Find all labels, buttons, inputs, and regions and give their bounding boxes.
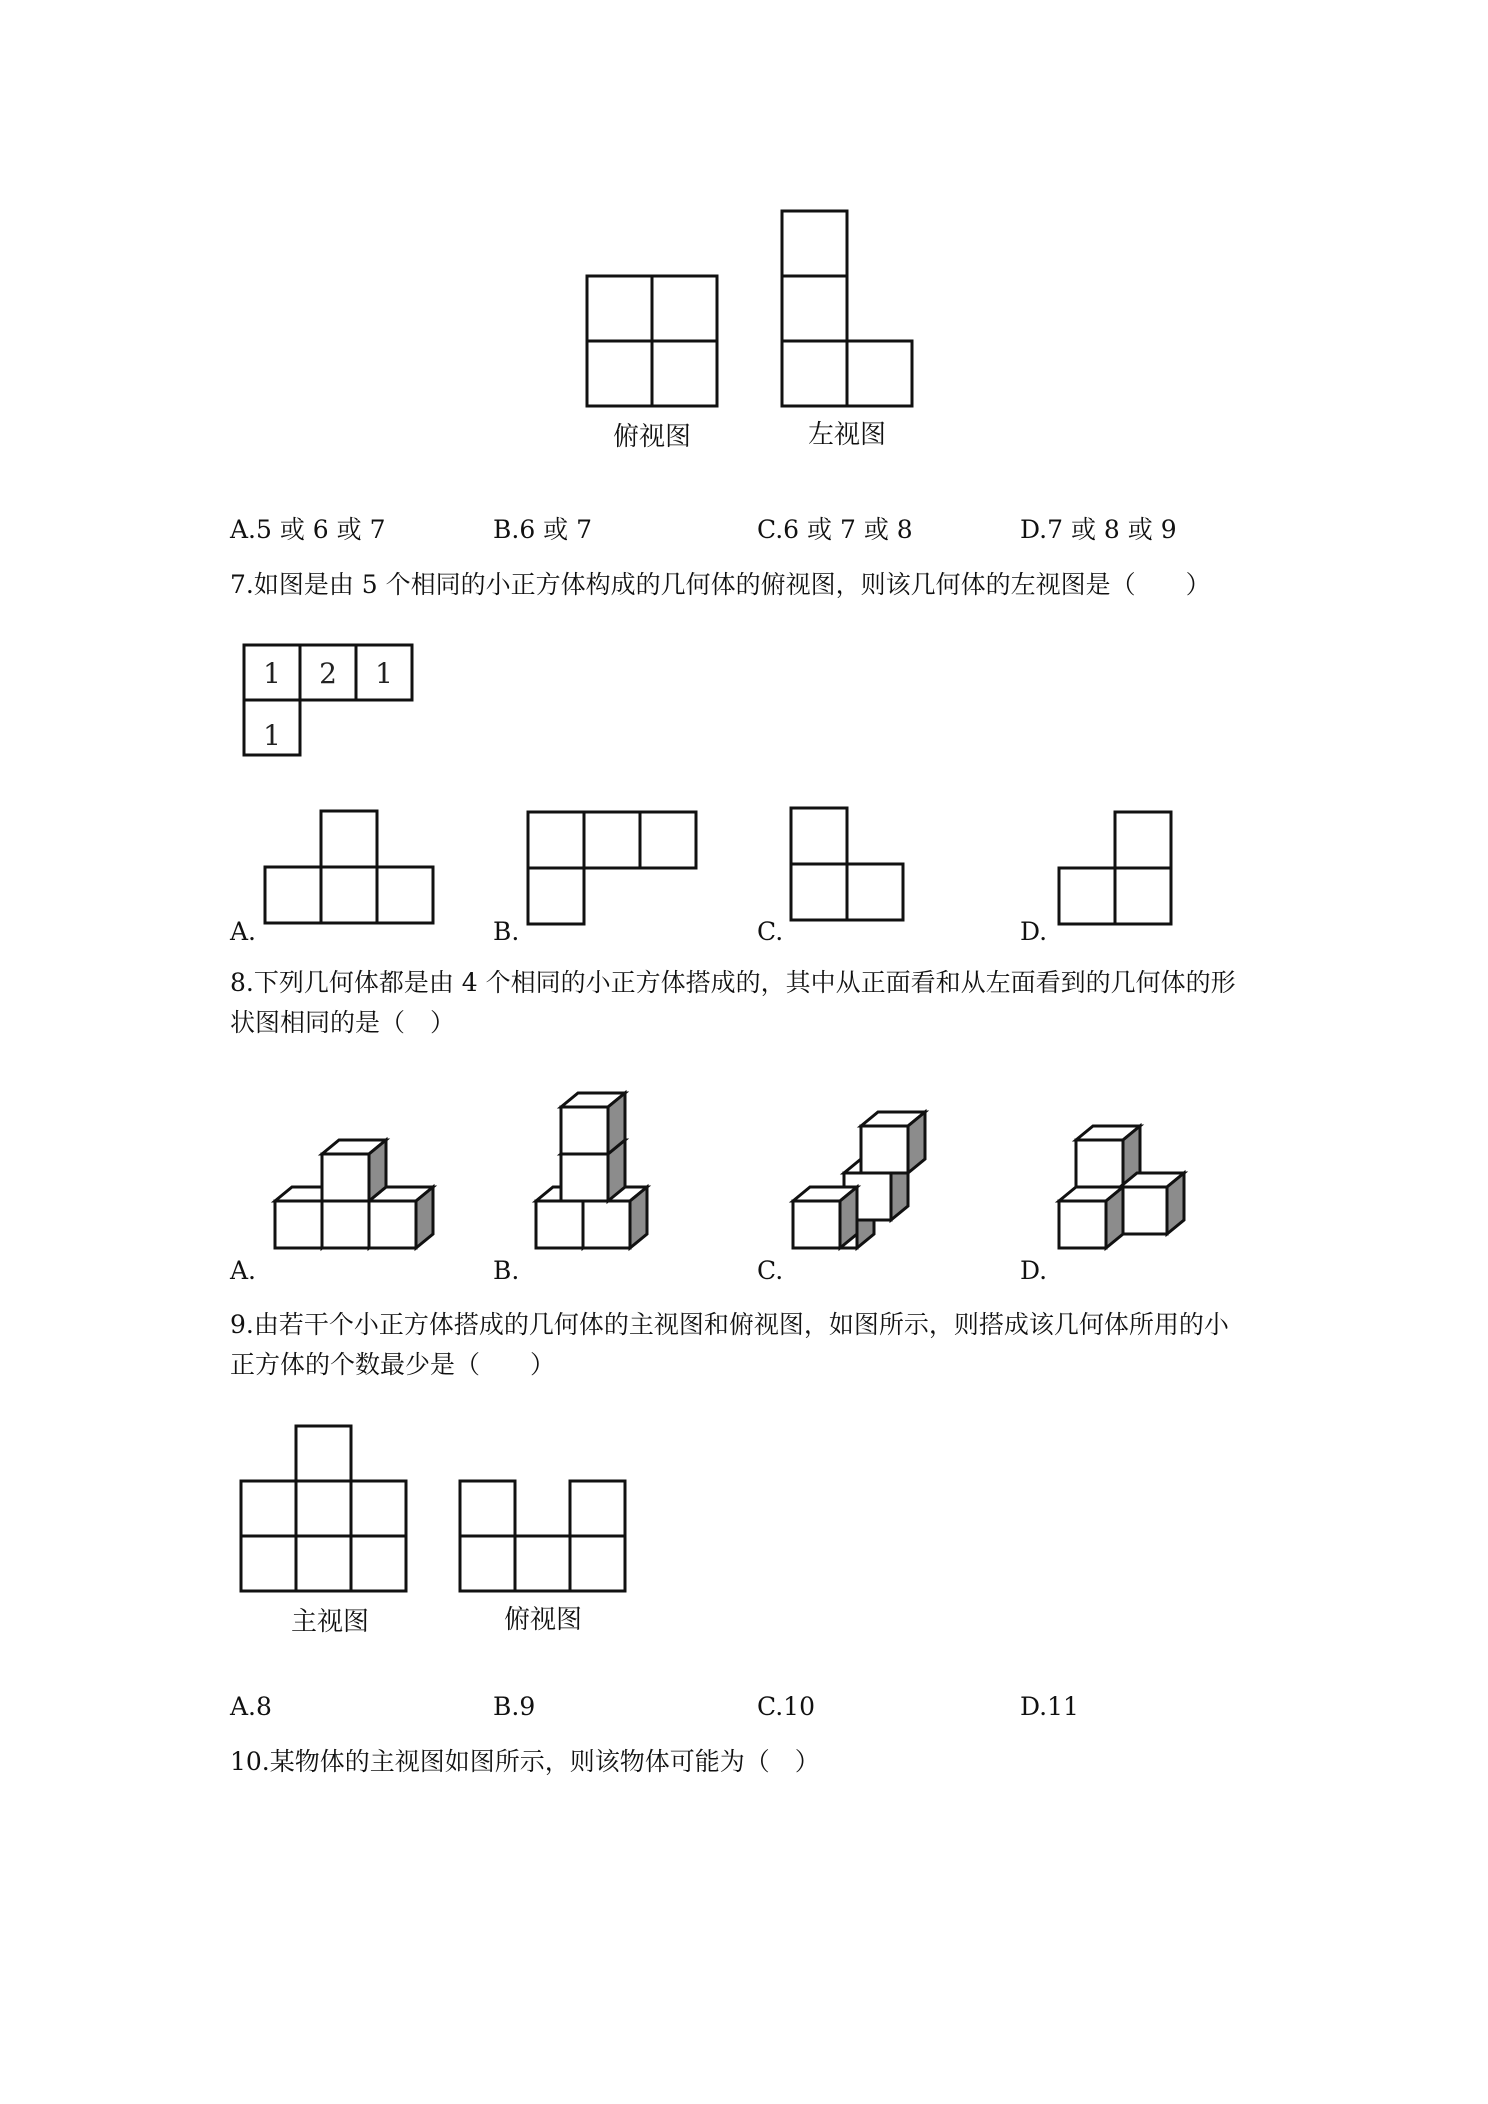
q9-option-a: A.8	[230, 1692, 272, 1721]
q6-top-view-caption: 俯视图	[612, 422, 691, 452]
q8-option-a-label: A.	[230, 1256, 257, 1285]
q9-option-d: D.11	[1020, 1692, 1079, 1721]
grid-number: 1	[263, 719, 281, 752]
q9-front-view	[241, 1426, 406, 1591]
q6-option-c: C.6 或 7 或 8	[757, 515, 913, 544]
q7-option-a-label: A.	[230, 917, 257, 946]
q8-stem-line2: 状图相同的是（ ）	[230, 1008, 456, 1037]
grid-number: 1	[375, 657, 393, 690]
q9-option-b: B.9	[493, 1692, 536, 1721]
q10-stem: 10.某物体的主视图如图所示，则该物体可能为（ ）	[230, 1747, 820, 1776]
q6-option-a: A.5 或 6 或 7	[230, 515, 386, 544]
q8-option-d-label: D.	[1020, 1256, 1048, 1285]
q8-stem-line1: 8.下列几何体都是由 4 个相同的小正方体搭成的，其中从正面看和从左面看到的几何体的形	[230, 968, 1236, 997]
q8-option-c-label: C.	[757, 1256, 784, 1285]
grid-number: 1	[263, 657, 281, 690]
q8-option-b-label: B.	[493, 1256, 520, 1285]
q9-top-view-caption: 俯视图	[503, 1605, 582, 1635]
q9-top-view	[460, 1481, 625, 1591]
grid-number: 2	[319, 657, 337, 690]
q7-option-d-label: D.	[1020, 917, 1048, 946]
q9-front-view-caption: 主视图	[290, 1607, 369, 1637]
q7-stem: 7.如图是由 5 个相同的小正方体构成的几何体的俯视图，则该几何体的左视图是（ ）	[230, 570, 1211, 599]
q9-option-c: C.10	[757, 1692, 815, 1721]
q6-left-view-caption: 左视图	[807, 420, 886, 450]
q7-option-c-label: C.	[757, 917, 784, 946]
q9-stem-line1: 9.由若干个小正方体搭成的几何体的主视图和俯视图，如图所示，则搭成该几何体所用的小	[230, 1310, 1229, 1339]
q6-option-d: D.7 或 8 或 9	[1020, 515, 1177, 544]
q6-option-b: B.6 或 7	[493, 515, 593, 544]
q7-option-b-label: B.	[493, 917, 520, 946]
q9-stem-line2: 正方体的个数最少是（ ）	[230, 1350, 556, 1379]
